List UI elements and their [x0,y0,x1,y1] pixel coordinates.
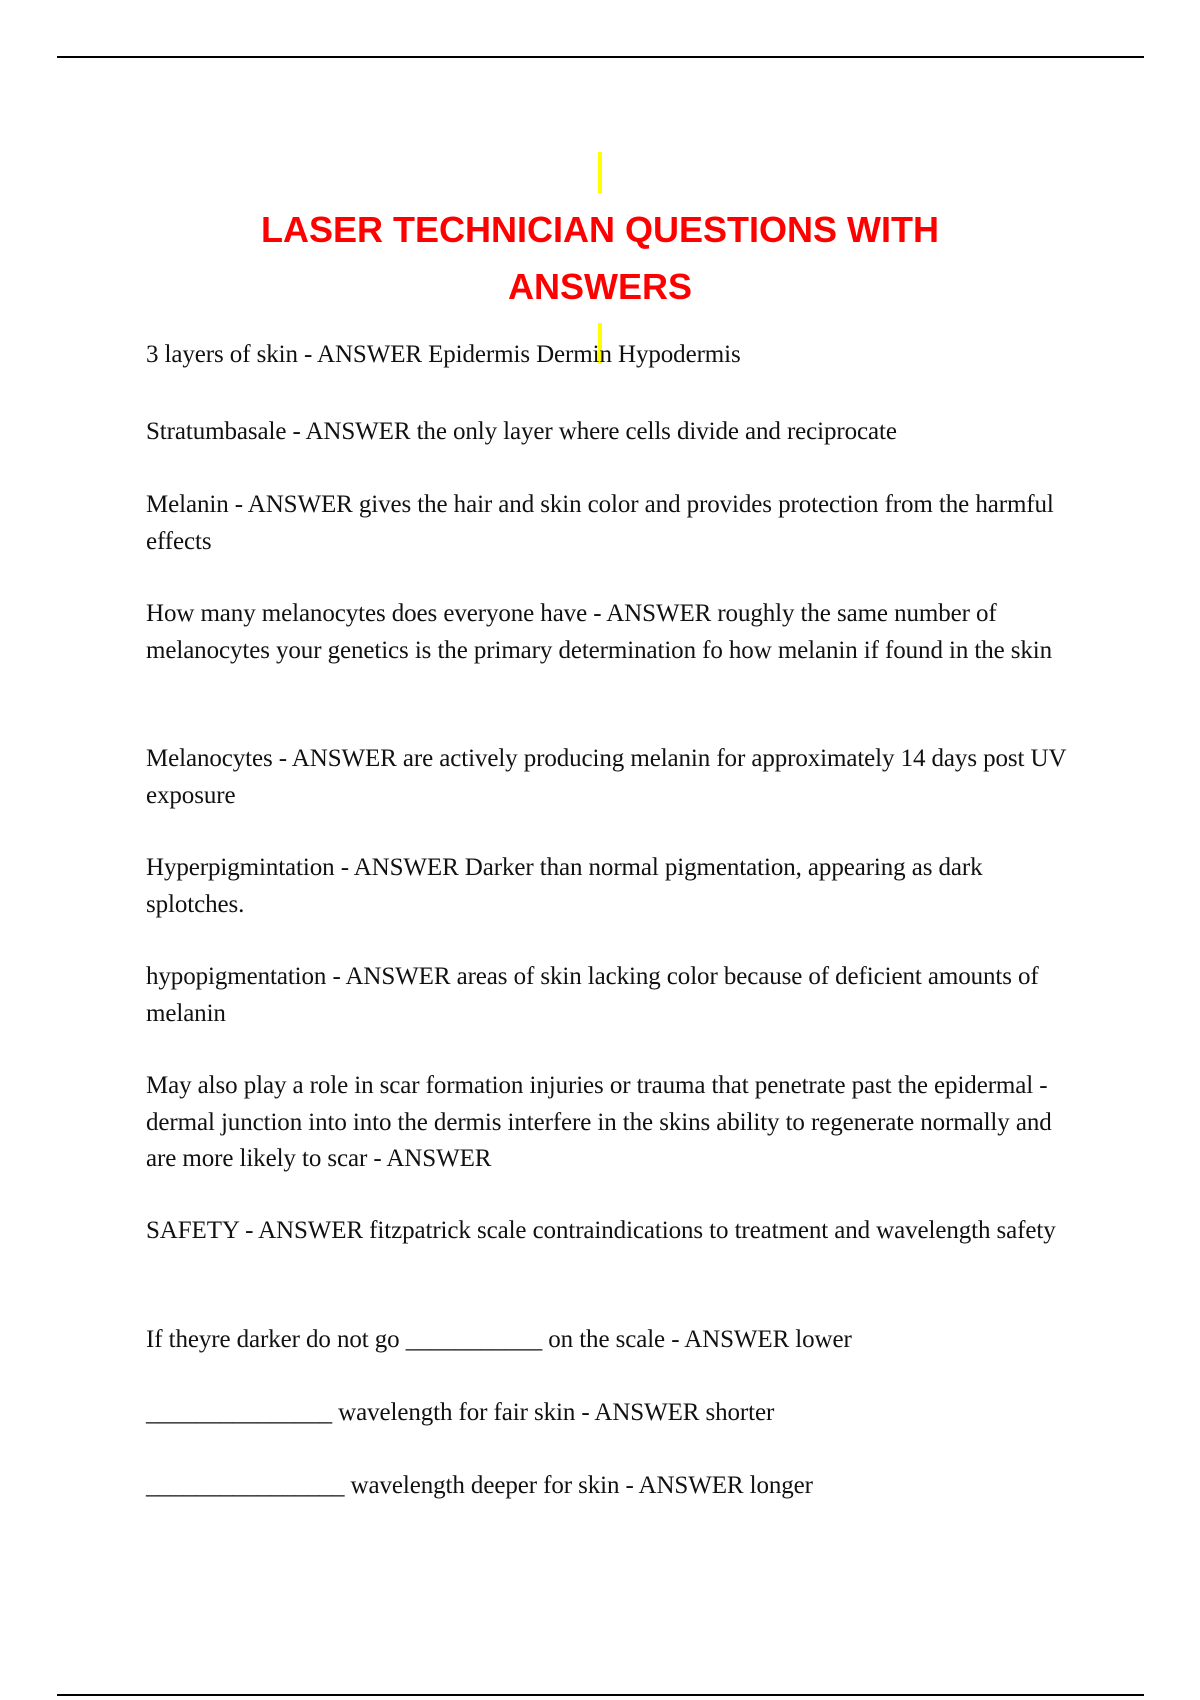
qa-item: If theyre darker do not go ___________ on the scale - ANSWER lower [146,1326,852,1353]
qa-item: hypopigmentation - ANSWER areas of skin lacking color because of deficient amounts of melanin [146,963,1039,1027]
qa-item: Stratumbasale - ANSWER the only layer where cells divide and reciprocate [146,418,897,445]
title-line-1: LASER TECHNICIAN QUESTIONS WITH [260,209,939,250]
qa-item: How many melanocytes does everyone have - ANSWER roughly the same number of melanocytes your genetics is the primary determination fo how melanin if found in the skin [146,600,1053,664]
qa-item: Melanocytes - ANSWER are actively producing melanin for approximately 14 days post UV exposure [146,745,1066,809]
title-highlight [0,152,1200,364]
qa-item: 3 layers of skin - ANSWER Epidermis Dermin Hypodermis [146,341,741,368]
qa-item: SAFETY - ANSWER fitzpatrick scale contraindications to treatment and wavelength safety [146,1217,1056,1244]
qa-item: _______________ wavelength for fair skin - ANSWER shorter [146,1399,775,1426]
qa-item: Hyperpigmintation - ANSWER Darker than normal pigmentation, appearing as dark splotches. [146,854,983,918]
qa-item: May also play a role in scar formation injuries or trauma that penetrate past the epidermal - dermal junction into into the dermis interfere in the skins ability to regenerate normally and are more likely to scar - ANSWER [146,1072,1052,1172]
title-line-2: ANSWERS [507,266,692,307]
bottom-rule [57,1694,1144,1696]
top-rule [57,56,1144,58]
qa-item: ________________ wavelength deeper for skin - ANSWER longer [146,1472,813,1499]
qa-item: Melanin - ANSWER gives the hair and skin color and provides protection from the harmful effects [146,491,1054,555]
